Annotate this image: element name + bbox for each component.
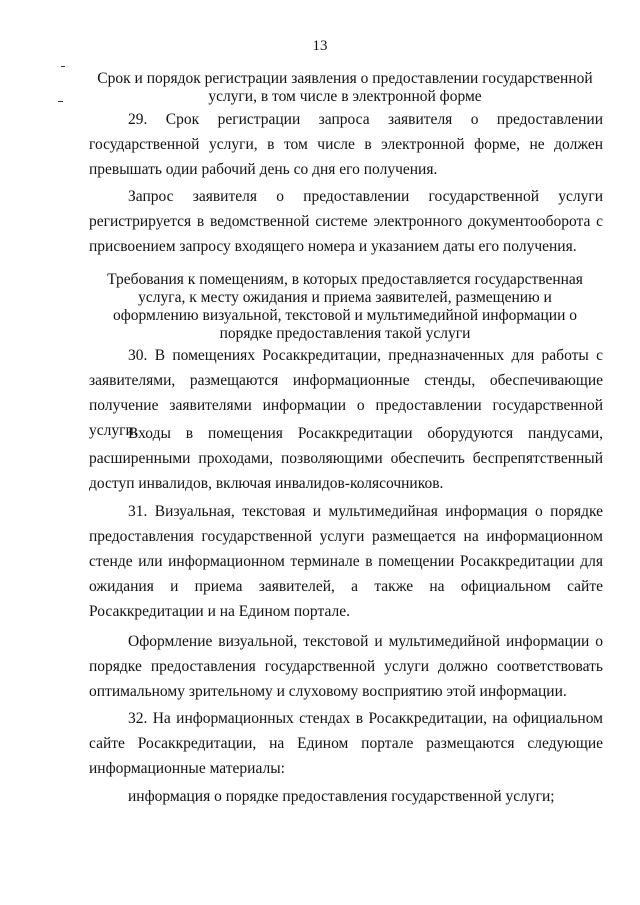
scan-mark-top bbox=[61, 66, 65, 67]
paragraph-32: 32. На информационных стендах в Росаккредитации, на официальном сайте Росаккредитации, на Едином портале размещаются следующие информационные материалы: bbox=[89, 710, 603, 777]
paragraph-30-entrances: Входы в помещения Росаккредитации оборудуются пандусами, расширенными проходами, позволяющими обеспечить беспрепятственный доступ инвалидов, включая инвалидов-колясочников. bbox=[89, 425, 603, 492]
scan-mark-middle bbox=[58, 101, 63, 102]
paragraph-32-item: информация о порядке предоставления государственной услуги; bbox=[128, 788, 555, 805]
paragraph-29-request: Запрос заявителя о предоставлении государственной услуги регистрируется в ведомственной системе электронного документооборота с присвоением запросу входящего номера и указанием даты его получения. bbox=[89, 188, 603, 255]
paragraph-31: 31. Визуальная, текстовая и мультимедийная информация о порядке предоставления государственной услуги размещается на информационном стенде или информационном терминале в помещении Росаккредитации для ожидания и приема заявителей, а также на официальном сайте Росаккредитации и на Едином портале. bbox=[89, 503, 603, 620]
paragraph-30: 30. В помещениях Росаккредитации, предназначенных для работы с заявителями, размещаются информационные стенды, обеспечивающие получение заявителями информации о предоставлении государственной услуги. bbox=[89, 347, 603, 439]
page-number: 13 bbox=[312, 38, 328, 54]
paragraph-31-design: Оформление визуальной, текстовой и мультимедийной информации о порядке предоставления государственной услуги должно соответствовать оптимальному зрительному и слуховому восприятию этой информации. bbox=[89, 633, 603, 700]
heading-premises: Требования к помещениям, в которых предоставляется государственная услуга, к месту ожидания и приема заявителей, размещению и оформлению визуальной, текстовой и мультимедийной информации о порядке предоставления такой услуги bbox=[107, 271, 583, 342]
paragraph-29: 29. Срок регистрации запроса заявителя о предоставлении государственной услуги, в том числе в электронной форме, не должен превышать одии рабочий день со дня его получения. bbox=[89, 111, 603, 178]
heading-registration: Срок и порядок регистрации заявления о предоставлении государственной услуги, в том числе в электронной форме bbox=[97, 70, 593, 105]
